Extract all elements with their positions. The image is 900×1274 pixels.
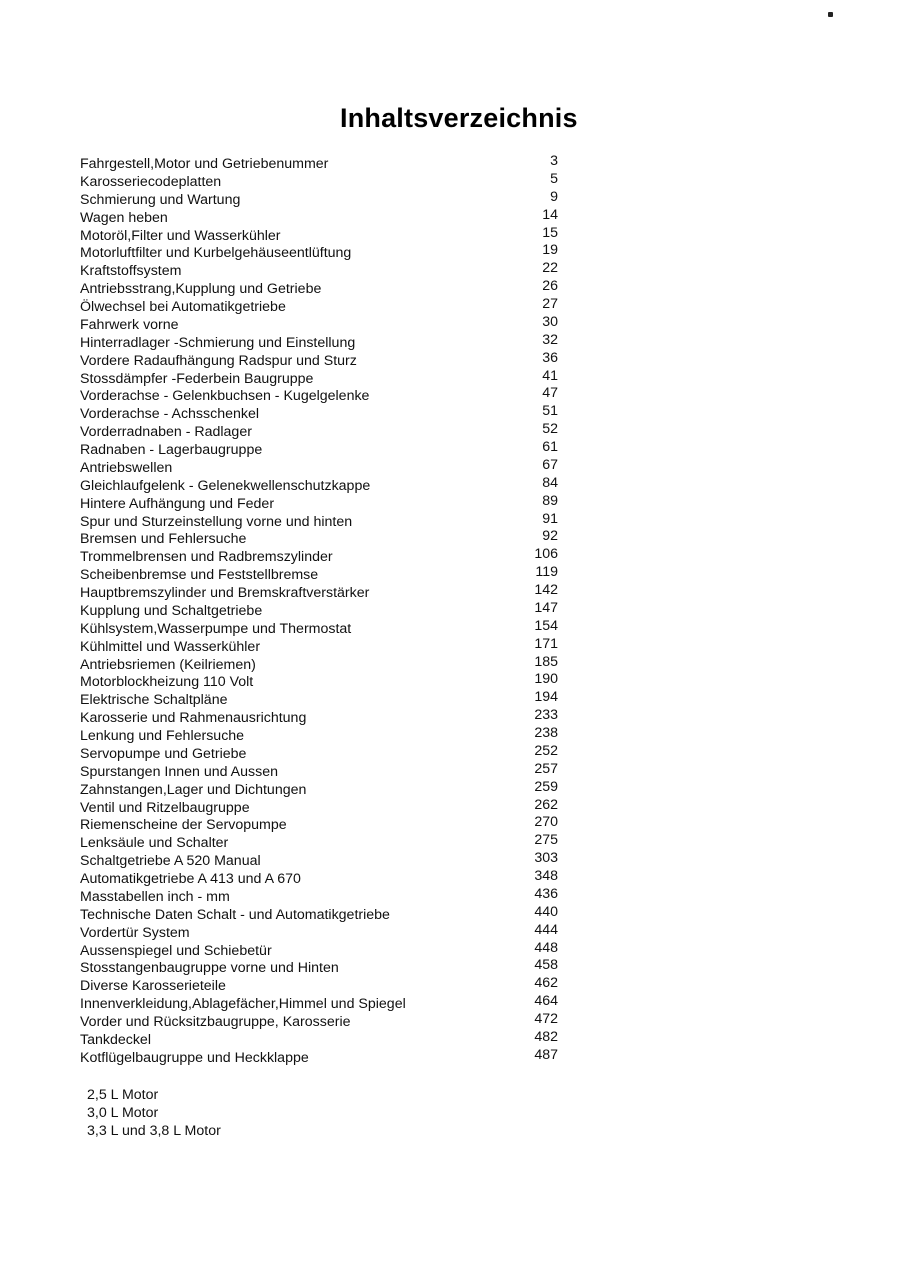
toc-entry-title: Vorderachse - Gelenkbuchsen - Kugelgelenke xyxy=(80,388,370,405)
toc-entry-title: Spurstangen Innen und Aussen xyxy=(80,763,278,780)
engine-list xyxy=(87,1087,221,1141)
toc-entry-title: Trommelbrensen und Radbremszylinder xyxy=(80,549,333,566)
toc-entry-title: Karosseriecodeplatten xyxy=(80,173,222,190)
toc-entry-page-number: 61 xyxy=(542,439,558,455)
toc-entry-title: Scheibenbremse und Feststellbremse xyxy=(80,567,319,584)
toc-entry-title: Motorluftfilter und Kurbelgehäuseentlüftung xyxy=(80,245,352,262)
toc-entry-page-number: 147 xyxy=(534,599,558,616)
toc-entry-page-number: 462 xyxy=(534,975,558,992)
toc-entry xyxy=(80,1028,570,1050)
toc-entry-page-number: 190 xyxy=(534,671,558,688)
toc-entry xyxy=(80,832,570,853)
toc-entry-page-number: 482 xyxy=(534,1028,558,1045)
scan-speck xyxy=(828,12,833,17)
toc-entry-page-number: 171 xyxy=(534,635,558,652)
engine-variant: 3,3 L und 3,8 L Motor xyxy=(87,1122,221,1139)
toc-entry-page-number: 194 xyxy=(534,689,558,706)
toc-entry-title: Hauptbremszylinder und Bremskraftverstärker xyxy=(80,585,370,601)
toc-entry-title: Vordere Radaufhängung Radspur und Sturz xyxy=(80,352,357,369)
toc-entry-title: Motorblockheizung 110 Volt xyxy=(80,674,254,691)
toc-entry-title: Ventil und Ritzelbaugruppe xyxy=(80,799,250,816)
toc-entry-title: Vorderachse - Achsschenkel xyxy=(80,406,260,423)
toc-entry-page-number: 32 xyxy=(542,331,558,348)
toc-entry-title: Stosstangenbaugruppe vorne und Hinten xyxy=(80,960,339,977)
toc-entry-page-number: 262 xyxy=(534,796,558,813)
toc-entry xyxy=(80,224,570,246)
engine-variant: 3,0 L Motor xyxy=(87,1104,159,1121)
toc-entry xyxy=(80,153,570,174)
engine-variant: 2,5 L Motor xyxy=(87,1087,159,1103)
toc-entry xyxy=(80,367,570,389)
toc-entry-page-number: 19 xyxy=(542,242,558,259)
toc-entry-title: Stossdämpfer -Federbein Baugruppe xyxy=(80,370,314,387)
toc-entry xyxy=(80,885,570,907)
toc-entry-page-number: 22 xyxy=(542,260,558,277)
toc-entry-title: Kupplung und Schaltgetriebe xyxy=(80,602,263,619)
toc-entry xyxy=(80,313,570,335)
toc-entry-title: Kraftstoffsystem xyxy=(80,263,182,280)
toc-entry-page-number: 67 xyxy=(542,456,558,473)
toc-entry xyxy=(80,403,570,424)
toc-entry-page-number: 440 xyxy=(534,903,558,920)
toc-entry-page-number: 252 xyxy=(534,742,558,759)
toc-entry-page-number: 154 xyxy=(534,617,558,634)
toc-entry xyxy=(80,1046,570,1068)
toc-entry xyxy=(80,564,570,585)
toc-entry xyxy=(80,331,570,353)
toc-entry-page-number: 142 xyxy=(534,582,558,598)
toc-entry-title: Fahrwerk vorne xyxy=(80,316,179,333)
toc-entry-page-number: 41 xyxy=(542,367,558,384)
toc-entry-title: Hintere Aufhängung und Feder xyxy=(80,495,275,512)
toc-entry-title: Vorder und Rücksitzbaugruppe, Karosserie xyxy=(80,1014,351,1030)
toc-entry-page-number: 47 xyxy=(542,385,558,402)
toc-entry xyxy=(80,671,570,692)
toc-entry-page-number: 9 xyxy=(550,188,558,205)
toc-entry-page-number: 303 xyxy=(534,850,558,867)
toc-entry-title: Wagen heben xyxy=(80,209,168,226)
toc-entry xyxy=(80,850,570,871)
toc-entry-title: Bremsen und Fehlersuche xyxy=(80,531,247,548)
toc-entry xyxy=(80,957,570,978)
toc-entry xyxy=(80,474,570,496)
toc-entry-page-number: 36 xyxy=(542,349,558,366)
toc-entry xyxy=(80,260,570,281)
toc-entry-title: Gleichlaufgelenk - Gelenekwellenschutzkappe xyxy=(80,477,371,494)
toc-entry-page-number: 257 xyxy=(534,760,558,777)
toc-entry xyxy=(80,975,570,996)
toc-entry-page-number: 84 xyxy=(542,474,558,491)
toc-entry xyxy=(80,742,570,764)
toc-entry-page-number: 487 xyxy=(534,1046,558,1063)
toc-entry xyxy=(80,528,570,549)
toc-entry-page-number: 26 xyxy=(542,278,558,295)
toc-entry-page-number: 92 xyxy=(542,528,558,545)
toc-entry xyxy=(80,296,570,317)
toc-entry-page-number: 52 xyxy=(542,421,558,438)
toc-entry-page-number: 270 xyxy=(534,814,558,831)
toc-entry xyxy=(80,546,570,567)
toc-entry-title: Antriebswellen xyxy=(80,459,173,476)
toc-entry xyxy=(80,278,570,299)
toc-entry-page-number: 472 xyxy=(534,1011,558,1027)
toc-entry xyxy=(80,582,570,603)
toc-entry xyxy=(80,1011,570,1032)
toc-entry xyxy=(80,188,570,210)
toc-entry-page-number: 444 xyxy=(534,921,558,938)
toc-entry-page-number: 91 xyxy=(542,510,558,527)
toc-entry-page-number: 259 xyxy=(534,778,558,795)
toc-entry xyxy=(80,653,570,675)
toc-entry-page-number: 89 xyxy=(542,492,558,509)
toc-entry-title: Tankdeckel xyxy=(80,1031,151,1048)
toc-entry-title: Schmierung und Wartung xyxy=(80,191,241,208)
toc-entry-title: Diverse Karosserieteile xyxy=(80,978,226,995)
toc-entry-page-number: 3 xyxy=(550,153,558,169)
toc-entry xyxy=(80,349,570,371)
toc-entry xyxy=(80,385,570,406)
toc-entry xyxy=(80,939,570,961)
toc-entry xyxy=(80,599,570,621)
toc-entry xyxy=(80,814,570,835)
toc-entry-title: Karosserie und Rahmenausrichtung xyxy=(80,710,307,727)
toc-entry-page-number: 448 xyxy=(534,939,558,956)
toc-entry xyxy=(80,635,570,657)
toc-entry xyxy=(80,725,570,746)
toc-entry xyxy=(80,760,570,782)
toc-entry-title: Servopumpe und Getriebe xyxy=(80,745,247,762)
toc-entry-page-number: 458 xyxy=(534,957,558,974)
toc-entry-page-number: 275 xyxy=(534,832,558,849)
toc-entry-page-number: 5 xyxy=(550,170,558,187)
toc-entry xyxy=(80,206,570,228)
toc-entry-title: Innenverkleidung,Ablagefächer,Himmel und Spiegel xyxy=(80,996,406,1013)
toc-entry-title: Technische Daten Schalt - und Automatikgetriebe xyxy=(80,906,390,923)
toc-entry-title: Aussenspiegel und Schiebetür xyxy=(80,942,272,959)
toc-entry-page-number: 51 xyxy=(542,403,558,420)
toc-entry-title: Lenksäule und Schalter xyxy=(80,835,229,852)
toc-entry xyxy=(80,492,570,514)
toc-entry-page-number: 233 xyxy=(534,707,558,724)
toc-entry-title: Masstabellen inch - mm xyxy=(80,888,230,905)
toc-entry-title: Kotflügelbaugruppe und Heckklappe xyxy=(80,1049,309,1066)
toc-entry-page-number: 15 xyxy=(542,224,558,241)
toc-entry xyxy=(80,510,570,532)
toc-entry-title: Schaltgetriebe A 520 Manual xyxy=(80,853,261,870)
toc-entry xyxy=(80,796,570,818)
toc-entry-page-number: 30 xyxy=(542,313,558,330)
toc-entry-title: Zahnstangen,Lager und Dichtungen xyxy=(80,781,307,798)
toc-entry xyxy=(80,170,570,192)
toc-entry-title: Vordertür System xyxy=(80,924,190,941)
toc-entry xyxy=(80,439,570,460)
toc-entry-title: Antriebsstrang,Kupplung und Getriebe xyxy=(80,281,322,298)
toc-entry-title: Lenkung und Fehlersuche xyxy=(80,728,245,744)
table-of-contents xyxy=(80,153,570,1068)
toc-entry xyxy=(80,921,570,943)
toc-entry xyxy=(80,689,570,710)
toc-entry-page-number: 14 xyxy=(542,206,558,223)
toc-entry-title: Motoröl,Filter und Wasserkühler xyxy=(80,227,281,244)
toc-entry-title: Ölwechsel bei Automatikgetriebe xyxy=(80,299,286,315)
toc-entry xyxy=(80,456,570,478)
toc-entry-title: Hinterradlager -Schmierung und Einstellung xyxy=(80,334,356,351)
toc-entry-title: Fahrgestell,Motor und Getriebenummer xyxy=(80,156,329,172)
toc-entry xyxy=(80,903,570,925)
toc-entry-title: Kühlsystem,Wasserpumpe und Thermostat xyxy=(80,620,352,637)
toc-entry-page-number: 27 xyxy=(542,296,558,312)
toc-entry-page-number: 119 xyxy=(535,564,558,581)
toc-entry-title: Vorderradnaben - Radlager xyxy=(80,424,252,441)
toc-entry-title: Radnaben - Lagerbaugruppe xyxy=(80,442,263,458)
toc-entry xyxy=(80,778,570,800)
toc-entry xyxy=(80,421,570,442)
toc-entry xyxy=(80,707,570,728)
toc-entry-page-number: 238 xyxy=(534,725,558,741)
toc-entry xyxy=(80,242,570,263)
toc-entry-page-number: 106 xyxy=(534,546,558,563)
toc-entry-title: Antriebsriemen (Keilriemen) xyxy=(80,656,256,673)
toc-entry-page-number: 464 xyxy=(534,993,558,1010)
toc-entry-title: Riemenscheine der Servopumpe xyxy=(80,817,287,834)
toc-entry-title: Kühlmittel und Wasserkühler xyxy=(80,638,261,655)
document-title: Inhaltsverzeichnis xyxy=(340,103,578,133)
toc-entry-title: Spur und Sturzeinstellung vorne und hinten xyxy=(80,513,353,530)
toc-entry-title: Elektrische Schaltpläne xyxy=(80,692,228,709)
toc-entry xyxy=(80,868,570,889)
toc-entry xyxy=(80,617,570,639)
toc-entry-page-number: 348 xyxy=(534,868,558,884)
toc-entry-page-number: 185 xyxy=(534,653,558,670)
toc-entry xyxy=(80,993,570,1014)
toc-entry-title: Automatikgetriebe A 413 und A 670 xyxy=(80,871,301,887)
toc-entry-page-number: 436 xyxy=(534,885,558,902)
